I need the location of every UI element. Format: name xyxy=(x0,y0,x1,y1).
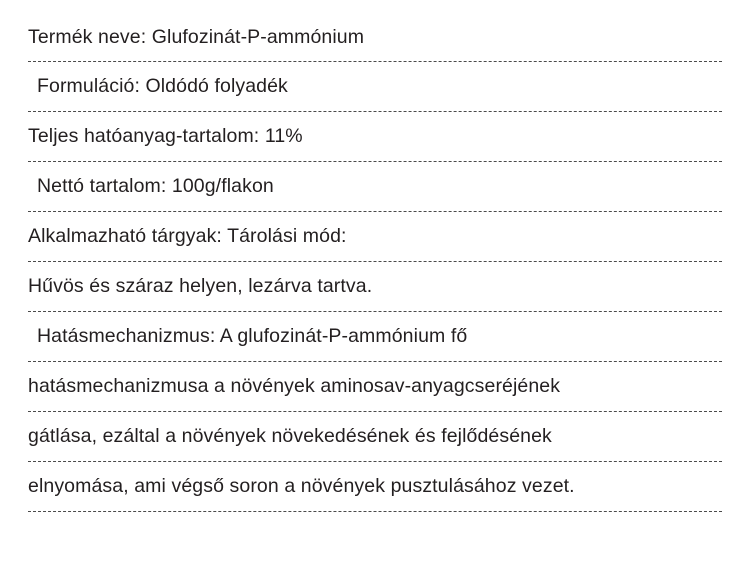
label-text: Hatásmechanizmus: A glufozinát-P-ammónium fő xyxy=(37,324,468,347)
label-text: Alkalmazható tárgyak: Tárolási mód: xyxy=(28,224,347,247)
label-row-product-name xyxy=(28,14,722,62)
label-text: Nettó tartalom: 100g/flakon xyxy=(37,174,274,197)
label-row-mechanism-line-3 xyxy=(28,412,722,462)
label-row-formulation xyxy=(28,62,722,112)
label-row-mechanism-line-4 xyxy=(28,462,722,512)
bottom-spacer xyxy=(28,512,722,520)
label-row-storage-detail xyxy=(28,262,722,312)
label-row-mechanism-line-2 xyxy=(28,362,722,412)
label-text: Formuláció: Oldódó folyadék xyxy=(37,74,288,97)
label-row-net-content xyxy=(28,162,722,212)
label-row-mechanism-intro xyxy=(28,312,722,362)
label-row-active-ingredient-content xyxy=(28,112,722,162)
label-text: elnyomása, ami végső soron a növények pusztulásához vezet. xyxy=(28,474,575,497)
label-text: Teljes hatóanyag-tartalom: 11% xyxy=(28,124,303,147)
label-text: Termék neve: Glufozinát-P-ammónium xyxy=(28,25,365,48)
label-text: gátlása, ezáltal a növények növekedésének és fejlődésének xyxy=(28,424,552,447)
label-text: hatásmechanizmusa a növények aminosav-anyagcseréjének xyxy=(28,374,561,397)
label-row-applicable-objects-storage xyxy=(28,212,722,262)
label-text: Hűvös és száraz helyen, lezárva tartva. xyxy=(28,274,373,297)
